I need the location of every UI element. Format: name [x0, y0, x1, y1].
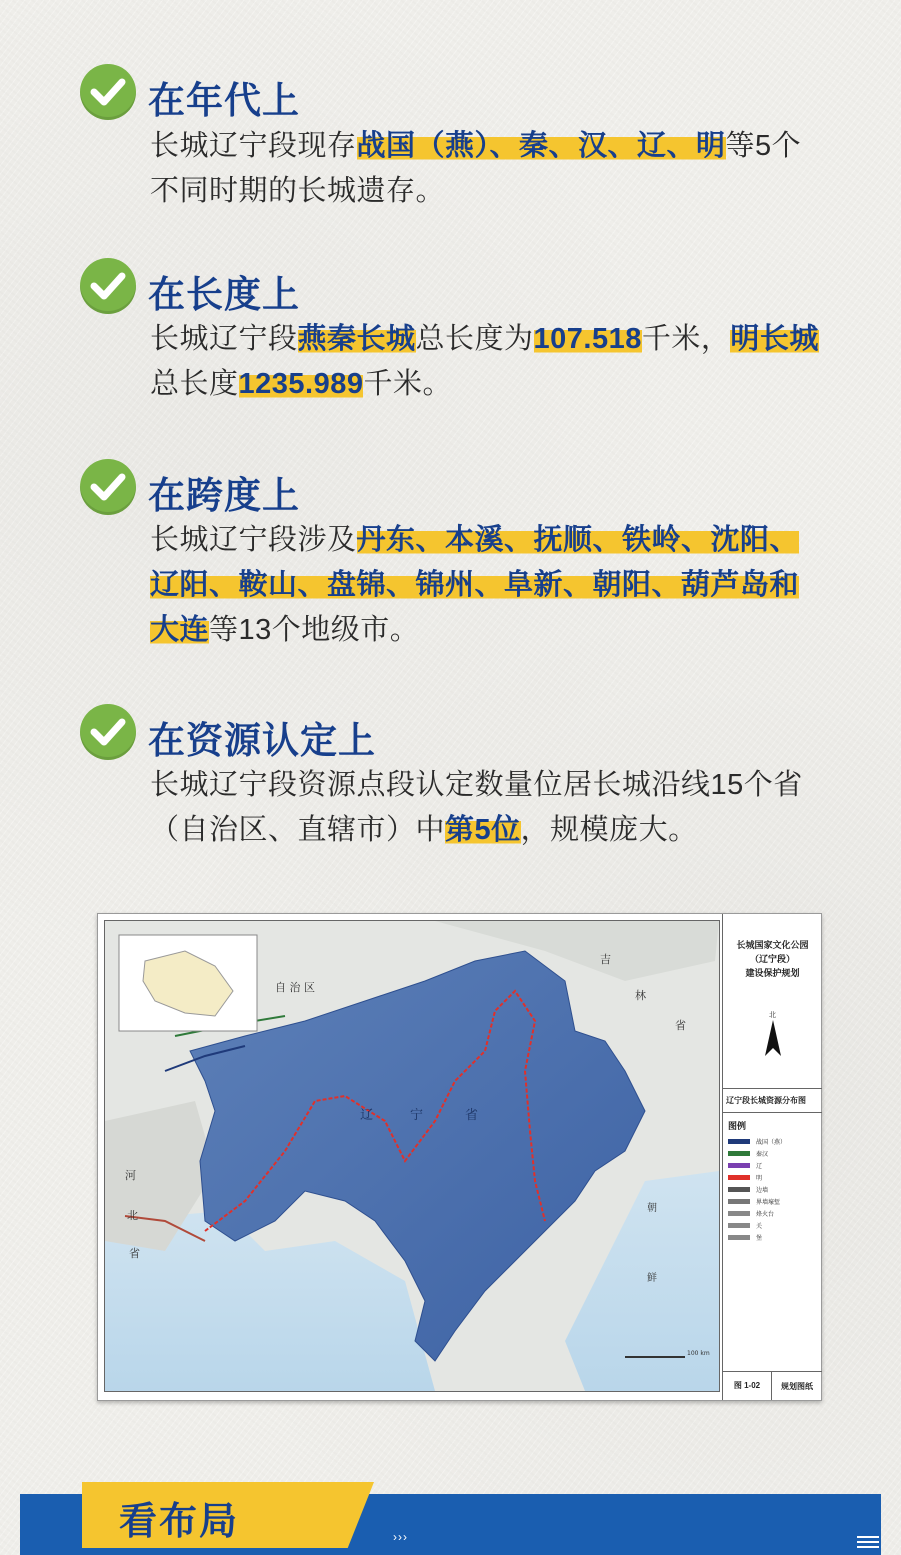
legend-item: [728, 1185, 822, 1194]
great-wall-map: [97, 913, 822, 1401]
check-icon: [80, 64, 136, 120]
map-label-ji: 吉: [600, 953, 611, 966]
body-segment: 总长度: [150, 368, 239, 400]
scale-label: 100 km: [687, 1350, 710, 1357]
body-segment: 长城辽宁段现存: [150, 130, 357, 162]
highlight-text: 107.518: [533, 323, 642, 355]
highlight-text: 燕秦长城: [297, 323, 416, 355]
legend-swatch: [728, 1163, 750, 1168]
map-label-xian: 鲜: [647, 1273, 657, 1284]
panel-title: 长城国家文化公园 （辽宁段） 建设保护规划: [736, 940, 809, 978]
legend-swatch: [728, 1199, 750, 1204]
highlight-text: 明长城: [730, 323, 819, 355]
section-heading: 在跨度上: [148, 473, 300, 517]
section-heading: 在资源认定上: [148, 718, 376, 762]
legend-item: [728, 1209, 822, 1218]
map-label-bei: 北: [127, 1209, 138, 1222]
legend-list: [723, 1137, 822, 1242]
section-heading: 在年代上: [148, 78, 300, 122]
legend-item: [728, 1137, 822, 1146]
section-body: [150, 763, 826, 853]
north-arrow: 北: [723, 1010, 822, 1058]
highlight-text: 1235.989: [238, 368, 364, 400]
legend-swatch: [728, 1235, 750, 1240]
legend-label: 辽: [756, 1164, 763, 1170]
legend-label: 堡: [756, 1236, 763, 1242]
check-icon: [80, 704, 136, 760]
body-segment: 长城辽宁段: [150, 323, 298, 355]
check-icon: [80, 258, 136, 314]
figure-footer: 图 1-02 规划图纸: [723, 1371, 822, 1400]
legend-label: 烽火台: [756, 1212, 775, 1218]
body-segment: 千米。: [363, 368, 452, 400]
check-icon: [80, 459, 136, 515]
legend-swatch: [728, 1223, 750, 1228]
legend-item: [728, 1173, 822, 1182]
highlight-text: 丹东、本溪、抚顺、铁岭、沈阳、辽阳、鞍山、盘锦、锦州、阜新、朝阳、葫芦岛和大连: [150, 524, 800, 646]
legend-swatch: [728, 1187, 750, 1192]
body-segment: ，规模庞大。: [520, 814, 698, 846]
section-body: [150, 317, 826, 407]
highlight-text: 第5位: [445, 814, 521, 846]
body-segment: 千米，: [641, 323, 731, 355]
body-segment: 等13个地级市。: [209, 614, 420, 646]
legend-item: [728, 1149, 822, 1158]
body-segment: 总长度为: [415, 323, 534, 355]
legend-label: 关: [756, 1224, 763, 1230]
map-label-liao: 辽: [360, 1108, 374, 1123]
section-body: [150, 124, 826, 214]
legend-item: [728, 1233, 822, 1242]
map-label-chao: 朝: [647, 1203, 657, 1214]
body-segment: 长城辽宁段涉及: [150, 524, 357, 556]
legend-swatch: [728, 1139, 750, 1144]
legend-label: 界墙壕堑: [756, 1200, 781, 1206]
legend-label: 边墙: [756, 1188, 769, 1194]
map-area: [104, 920, 720, 1392]
legend-item: [728, 1161, 822, 1170]
legend-swatch: [728, 1175, 750, 1180]
arrows-icon: ›››: [393, 1530, 408, 1544]
body-segment: 等5个不同时期的长城遗存。: [150, 130, 802, 207]
legend-label: 秦汉: [756, 1152, 769, 1158]
legend-title: 图例: [723, 1112, 822, 1134]
section-body: [150, 518, 826, 653]
highlight-text: 战国（燕）、秦、汉、辽、明: [356, 130, 726, 162]
section-tab-label: 看布局: [119, 1498, 240, 1543]
section-heading: 在长度上: [148, 272, 300, 316]
map-label-sheng-right: 省: [675, 1019, 686, 1032]
map-name: 辽宁段长城资源分布图: [723, 1088, 822, 1112]
body-segment: 长城辽宁段资源点段认定数量位居长城沿线15个省（自治区、直辖市）中: [150, 769, 803, 846]
legend-item: [728, 1197, 822, 1206]
map-label-ning: 宁: [410, 1108, 424, 1123]
map-label-lin: 林: [635, 989, 646, 1002]
map-label-zizhiqu: 自 治 区: [275, 981, 315, 994]
legend-label: 明: [756, 1176, 763, 1182]
map-label-he: 河: [125, 1169, 136, 1182]
map-label-sheng-left: 省: [129, 1247, 140, 1260]
legend-swatch: [728, 1211, 750, 1216]
map-label-sheng-mid: 省: [465, 1108, 479, 1123]
legend-swatch: [728, 1151, 750, 1156]
legend-label: 战国（燕）: [756, 1140, 787, 1146]
legend-panel: [722, 914, 822, 1400]
menu-icon[interactable]: [857, 1536, 879, 1551]
legend-item: [728, 1221, 822, 1230]
